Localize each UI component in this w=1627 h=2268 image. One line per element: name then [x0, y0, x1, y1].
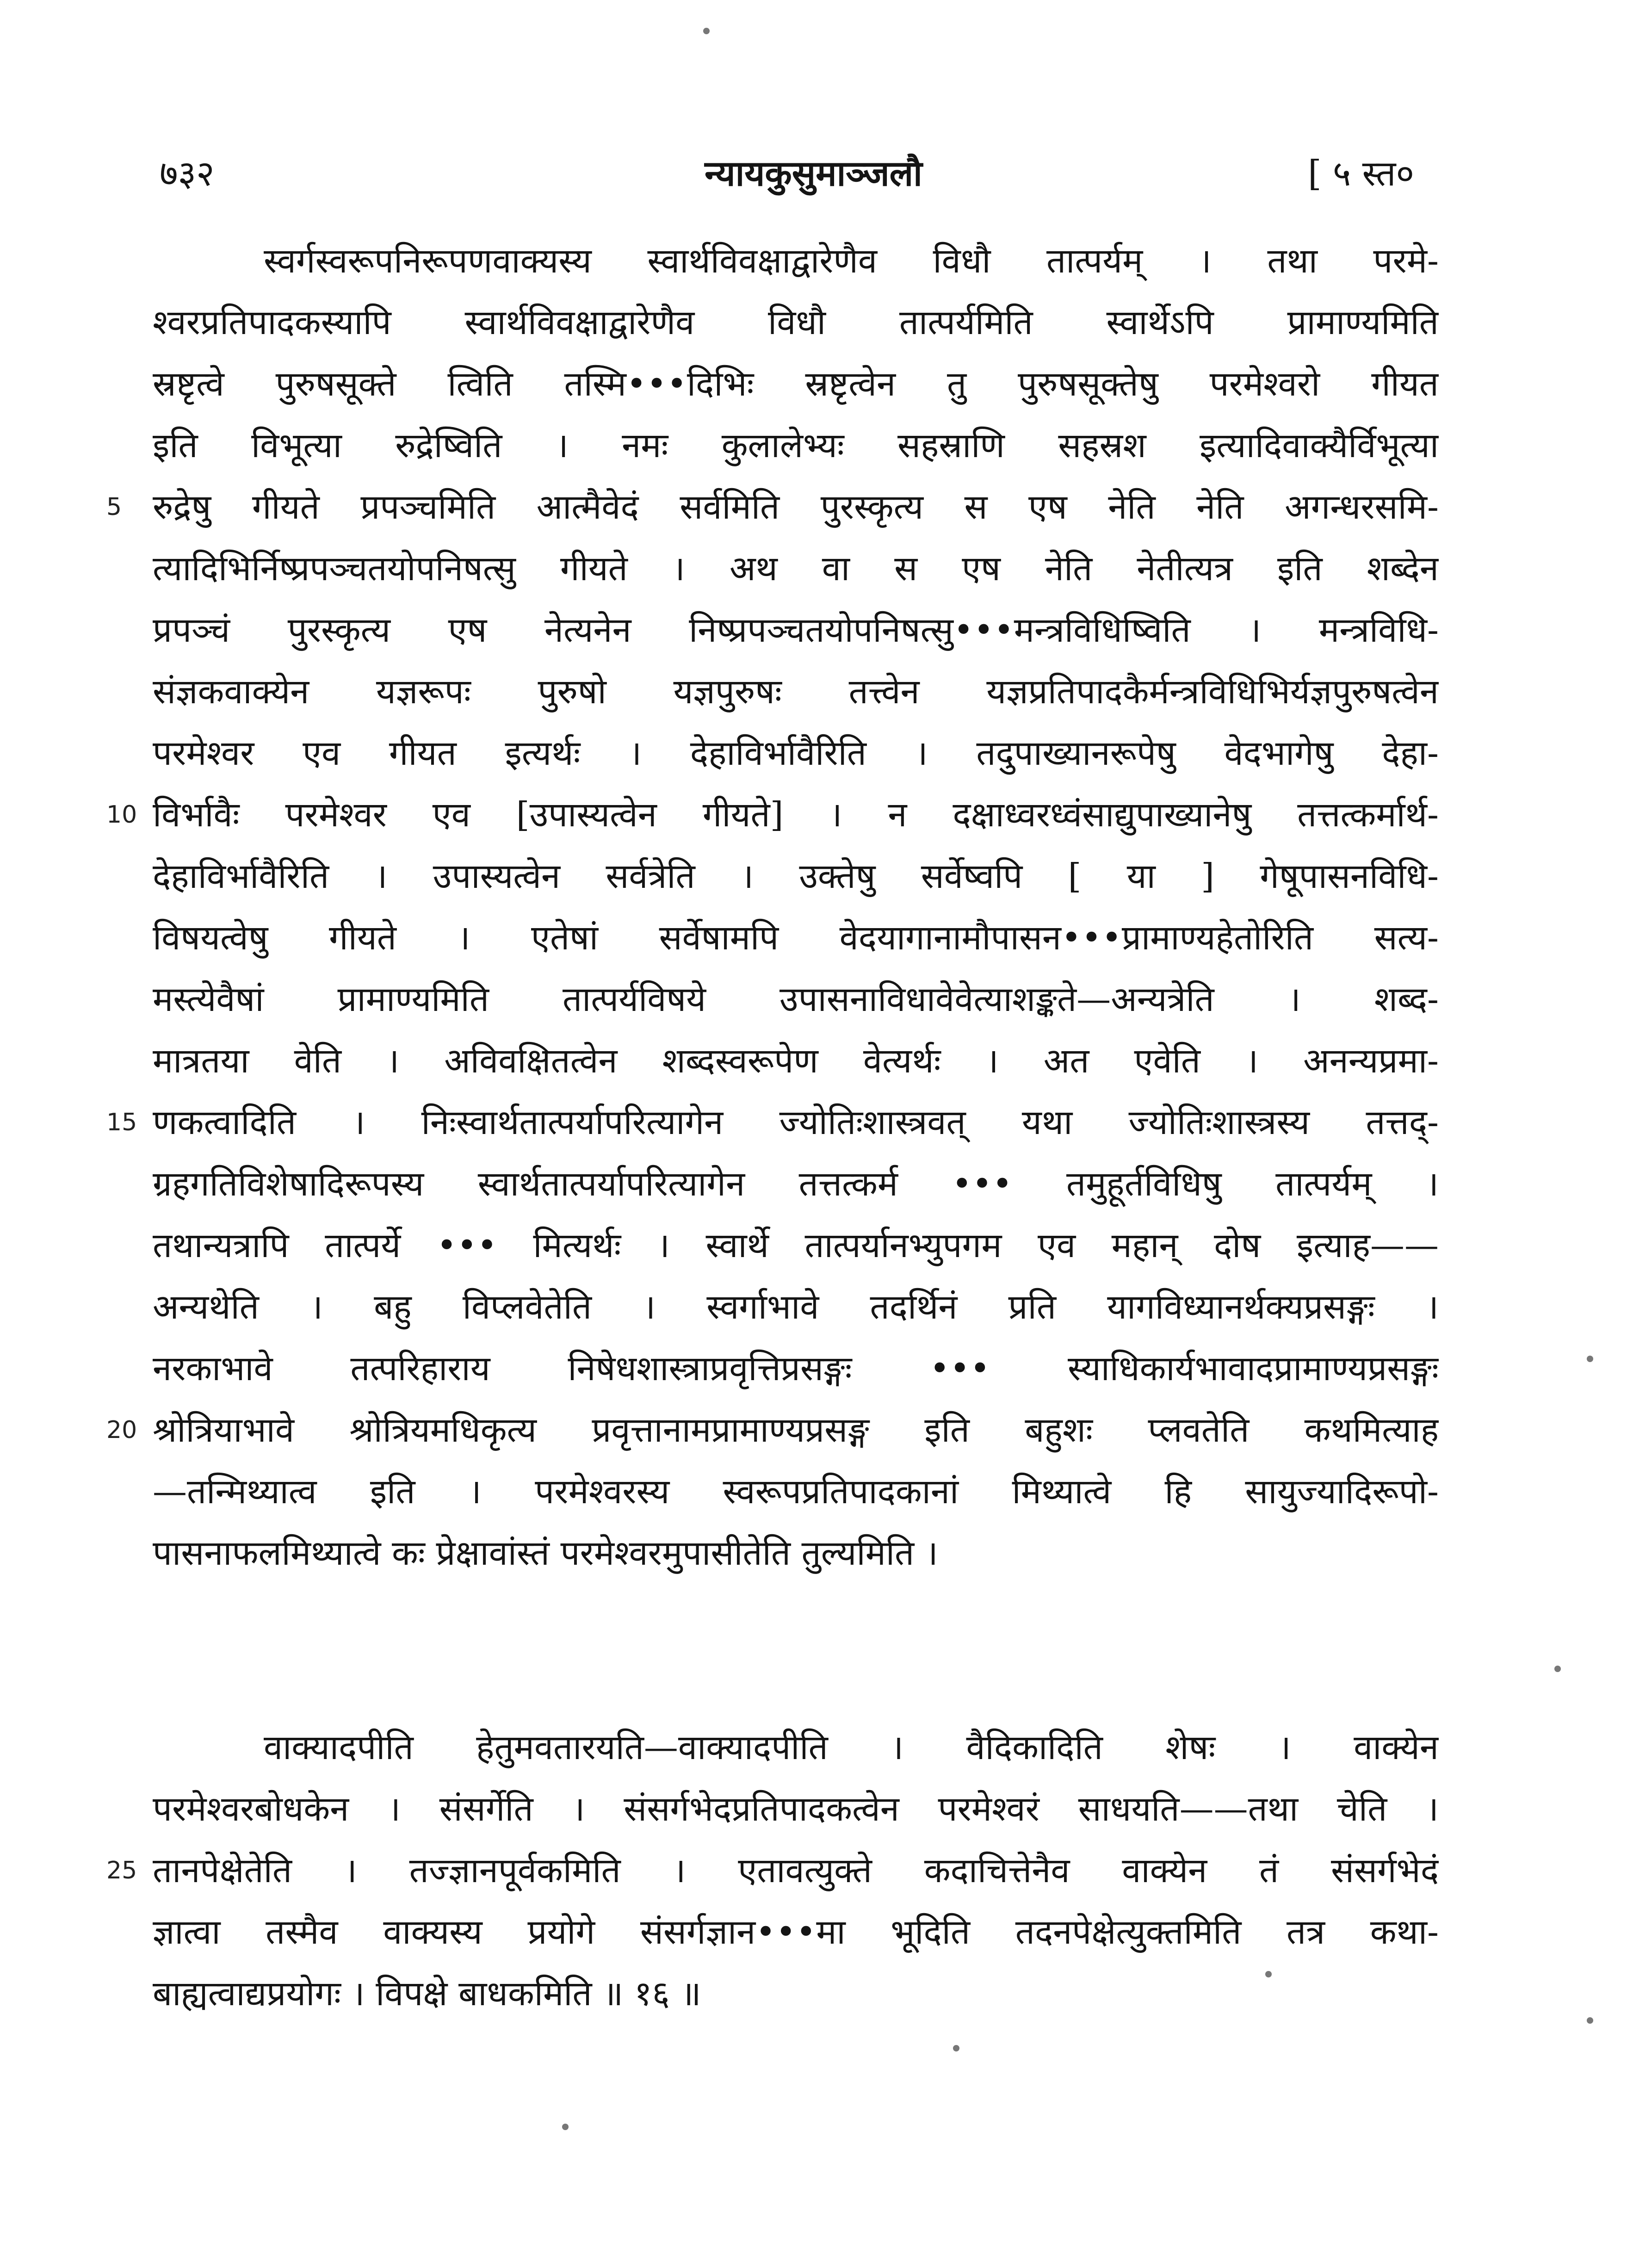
commentary-line: बाह्यत्वाद्यप्रयोगः । विपक्षे बाधकमिति ॥ १६ ॥ [153, 1974, 701, 2014]
line-number: 10 [106, 801, 137, 829]
scan-speck [703, 28, 710, 34]
commentary-line: देहाविर्भावैरिति । उपास्यत्वेन सर्वत्रेति । उक्तेषु सर्वेष्वपि [ या ] गेषूपासनविधि- [153, 856, 1439, 896]
page-number: ७३२ [160, 153, 215, 194]
commentary-line: स्वर्गस्वरूपनिरूपणवाक्यस्य स्वार्थविवक्षाद्वारेणैव विधौ तात्पर्यम् । तथा परमे- [264, 241, 1439, 281]
commentary-line: परमेश्वर एव गीयत इत्यर्थः । देहाविर्भावैरिति । तदुपाख्यानरूपेषु वेदभागेषु देहा- [153, 733, 1439, 773]
commentary-line: —तन्मिथ्यात्व इति । परमेश्वरस्य स्वरूपप्रतिपादकानां मिथ्यात्वे हि सायुज्यादिरूपो- [153, 1472, 1439, 1512]
line-number: 20 [106, 1416, 137, 1444]
commentary-line: पासनाफलमिथ्यात्वे कः प्रेक्षावांस्तं परमेश्वरमुपासीतेति तुल्यमिति । [153, 1533, 938, 1573]
commentary-line: ग्रहगतिविशेषादिरूपस्य स्वार्थतात्पर्यापरित्यागेन तत्तत्कर्म ••• तमुहूर्तविधिषु तात्पर्यम् । [153, 1164, 1439, 1204]
scan-speck [1265, 1971, 1272, 1977]
scan-speck [1587, 2017, 1593, 2024]
section-marker: [ ५ स्त० [1308, 153, 1414, 194]
line-number: 5 [106, 493, 122, 521]
commentary-line: रुद्रेषु गीयते प्रपञ्चमिति आत्मैवेदं सर्वमिति पुरस्कृत्य स एष नेति नेति अगन्धरसमि- [153, 487, 1439, 527]
commentary-line: इति विभूत्या रुद्रेष्विति । नमः कुलालेभ्यः सहस्राणि सहस्रश इत्यादिवाक्यैर्विभूत्या [153, 426, 1439, 465]
commentary-line: णकत्वादिति । निःस्वार्थतात्पर्यापरित्यागेन ज्योतिःशास्त्रवत् यथा ज्योतिःशास्त्रस्य तत्तद्- [153, 1103, 1439, 1142]
scan-speck [1587, 1356, 1593, 1362]
commentary-line: संज्ञकवाक्येन यज्ञरूपः पुरुषो यज्ञपुरुषः तत्त्वेन यज्ञप्रतिपादकैर्मन्त्रविधिभिर्यज्ञपुरुषत्वेन [153, 672, 1439, 712]
commentary-line: प्रपञ्चं पुरस्कृत्य एष नेत्यनेन निष्प्रपञ्चतयोपनिषत्सु•••मन्त्रविधिष्विति । मन्त्रविधि- [153, 610, 1439, 650]
commentary-line: स्रष्टृत्वे पुरुषसूक्ते त्विति तस्मि•••दिभिः स्रष्टृत्वेन तु पुरुषसूक्तेषु परमेश्वरो गीयत [153, 364, 1439, 404]
commentary-line: श्वरप्रतिपादकस्यापि स्वार्थविवक्षाद्वारेणैव विधौ तात्पर्यमिति स्वार्थेऽपि प्रामाण्यमिति [153, 303, 1439, 342]
commentary-line: विर्भावैः परमेश्वर एव [उपास्यत्वेन गीयते] । न दक्षाध्वरध्वंसाद्युपाख्यानेषु तत्तत्कर्मार्थ- [153, 795, 1439, 835]
commentary-line: तानपेक्षेतेति । तज्ज्ञानपूर्वकमिति । एतावत्युक्ते कदाचित्तेनैव वाक्येन तं संसर्गभेदं [153, 1851, 1439, 1890]
commentary-line: परमेश्वरबोधकेन । संसर्गेति । संसर्गभेदप्रतिपादकत्वेन परमेश्वरं साधयति——तथा चेति । [153, 1789, 1439, 1829]
commentary-line: विषयत्वेषु गीयते । एतेषां सर्वेषामपि वेदयागानामौपासन•••प्रामाण्यहेतोरिति सत्य- [153, 918, 1439, 958]
scan-speck [1554, 1666, 1561, 1672]
scan-speck [953, 2045, 959, 2051]
scan-speck [562, 2124, 569, 2130]
book-title: न्यायकुसुमाञ्जलौ [705, 153, 922, 194]
line-number: 15 [106, 1109, 137, 1136]
commentary-line: नरकाभावे तत्परिहाराय निषेधशास्त्राप्रवृत्तिप्रसङ्गः ••• स्याधिकार्यभावादप्रामाण्यप्रसङ्गः [153, 1349, 1439, 1388]
commentary-line: मस्त्येवैषां प्रामाण्यमिति तात्पर्यविषये उपासनाविधावेवेत्याशङ्कते—अन्यत्रेति । शब्द- [153, 979, 1439, 1019]
commentary-line: श्रोत्रियाभावे श्रोत्रियमधिकृत्य प्रवृत्तानामप्रामाण्यप्रसङ्ग इति बहुशः प्लवतेति कथमित्याह [153, 1410, 1439, 1450]
running-header [0, 148, 1627, 199]
commentary-line: ज्ञात्वा तस्मैव वाक्यस्य प्रयोगे संसर्गज्ञान•••मा भूदिति तदनपेक्षेत्युक्तमिति तत्र कथा- [153, 1912, 1439, 1952]
commentary-line: त्यादिभिर्निष्प्रपञ्चतयोपनिषत्सु गीयते । अथ वा स एष नेति नेतीत्यत्र इति शब्देन [153, 549, 1439, 589]
commentary-line: वाक्यादपीति हेतुमवतारयति—वाक्यादपीति । वैदिकादिति शेषः । वाक्येन [264, 1728, 1439, 1767]
commentary-line: मात्रतया वेति । अविवक्षितत्वेन शब्दस्वरूपेण वेत्यर्थः । अत एवेति । अनन्यप्रमा- [153, 1041, 1439, 1081]
line-number: 25 [106, 1857, 137, 1884]
commentary-line: अन्यथेति । बहु विप्लवेतेति । स्वर्गाभावे तदर्थिनं प्रति यागविध्यानर्थक्यप्रसङ्गः । [153, 1287, 1439, 1327]
commentary-line: तथान्यत्रापि तात्पर्ये ••• मित्यर्थः । स्वार्थे तात्पर्यानभ्युपगम एव महान् दोष इत्याह—— [153, 1226, 1439, 1265]
